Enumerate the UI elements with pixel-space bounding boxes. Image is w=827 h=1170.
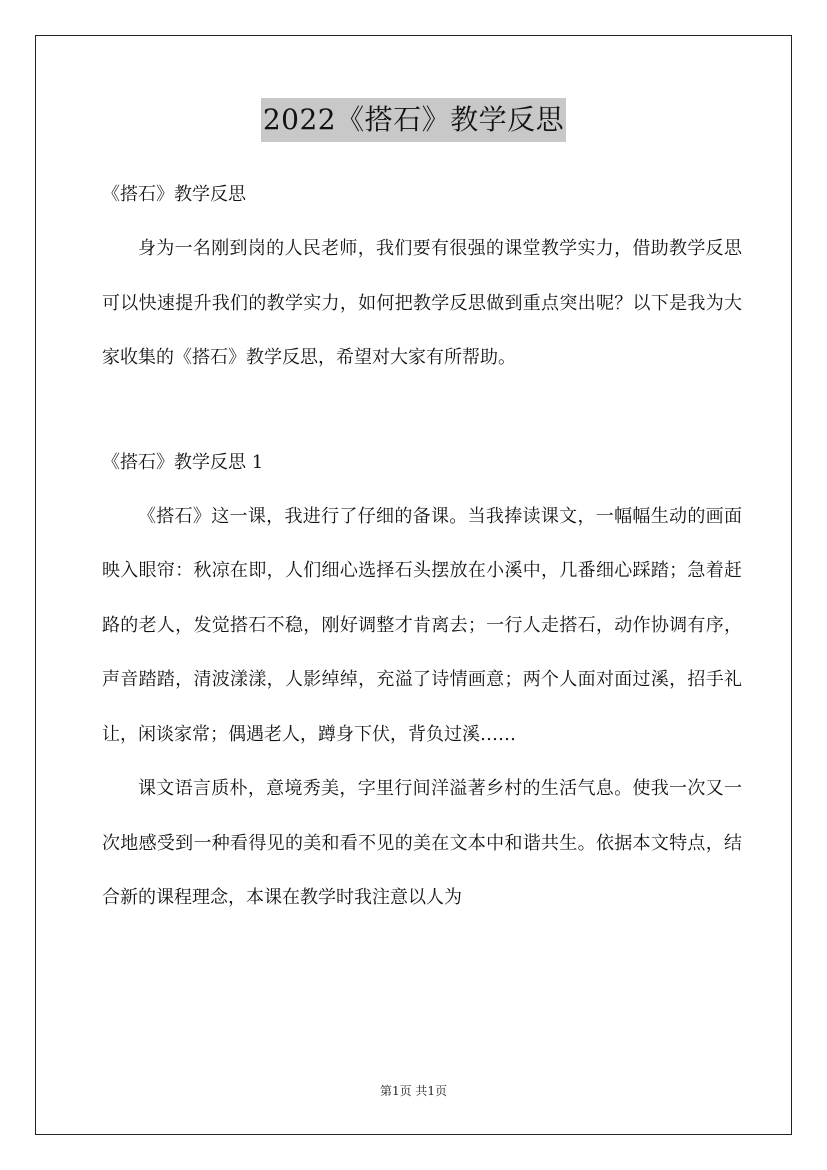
intro-paragraph: 身为一名刚到岗的人民老师，我们要有很强的课堂教学实力，借助教学反思可以快速提升我们的教学实力，如何把教学反思做到重点突出呢？以下是我为大家收集的《搭石》教学反思，希望对大家有所帮助。 xyxy=(102,238,742,368)
section-heading-1: 《搭石》教学反思 1 xyxy=(102,451,264,473)
title-container xyxy=(0,98,827,142)
page-footer: 第1页 共1页 xyxy=(379,1084,448,1098)
body-paragraph-1: 《搭石》这一课，我进行了仔细的备课。当我捧读课文，一幅幅生动的画面映入眼帘：秋凉在即，人们细心选择石头摆放在小溪中，几番细心踩踏；急着赶路的老人，发觉搭石不稳，刚好调整才肯离去；一行人走搭石，动作协调有序，声音踏踏，清波漾漾，人影绰绰，充溢了诗情画意；两个人面对面过溪，招手礼让，闲谈家常；偶遇老人，蹲身下伏，背负过溪…… xyxy=(102,505,742,745)
document-body xyxy=(102,168,742,926)
section-heading-main: 《搭石》教学反思 xyxy=(102,184,246,205)
body-paragraph-2: 课文语言质朴，意境秀美，字里行间洋溢著乡村的生活气息。使我一次又一次地感受到一种看得见的美和看不见的美在文本中和谐共生。依据本文特点，结合新的课程理念，本课在教学时我注意以人为 xyxy=(102,778,742,908)
section-spacer xyxy=(102,386,742,436)
document-title: 2022《搭石》教学反思 xyxy=(261,98,566,142)
